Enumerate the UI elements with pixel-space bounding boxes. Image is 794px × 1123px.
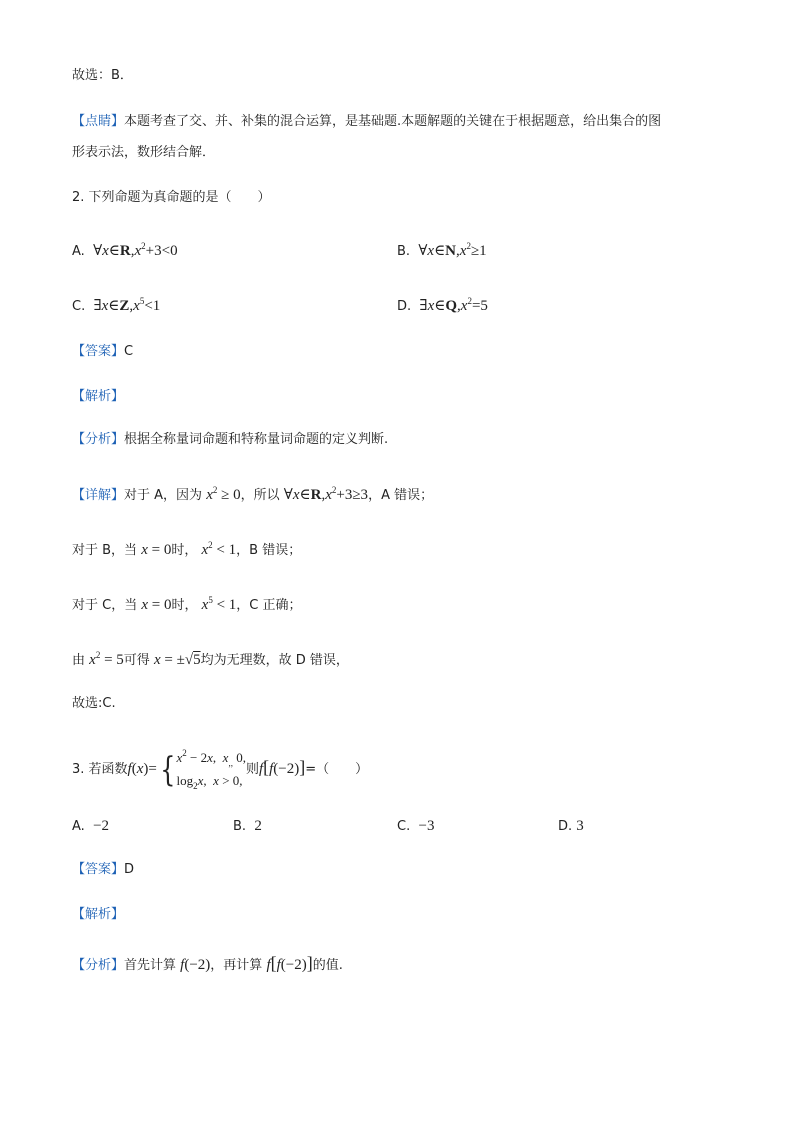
detail-text: 由 (72, 653, 86, 668)
math-f-f-neg2: f[f(−2)] (266, 953, 313, 973)
math-x2-lt-1: $x^2 < 1$ (201, 540, 237, 558)
option-label: A. (72, 244, 85, 259)
q3-stem-text: 则 (245, 762, 259, 777)
exponent: 2 (141, 241, 146, 251)
math-x2-eq-5: $x^2 = 5$ (89, 650, 124, 668)
expr-tail: <1 (144, 298, 161, 314)
exponent: 2 (466, 241, 471, 251)
q2-option-b (397, 236, 487, 262)
math-x2-ge-0: $x^2 \ge 0$ (206, 485, 241, 503)
detail-tag: 【详解】 (72, 488, 125, 503)
answer-tag: 【答案】 (72, 862, 125, 877)
math-x-eq-0: x = 0 (141, 542, 172, 558)
q3-analyze (72, 953, 343, 976)
analyze-text: ，再计算 (210, 958, 263, 973)
analyze-tag: 【分析】 (72, 432, 125, 447)
option-label: D. (558, 819, 573, 834)
q3-option-d (558, 816, 584, 837)
detail-text: 对于 B，当 (72, 543, 138, 558)
q2-detail-a (72, 480, 433, 506)
q3-stem-text: =（ ） (305, 762, 369, 777)
expr-tail: +3<0 (145, 243, 178, 259)
q3-analysis-heading (72, 905, 124, 925)
option-label: C. (72, 299, 86, 314)
exponent: 2 (467, 296, 472, 306)
comment-line-2: 形表示法，数形结合解． (72, 145, 216, 160)
detail-text: ，A 错误； (368, 488, 434, 503)
q2-stem: 2. 下列命题为真命题的是（ ） (72, 190, 271, 205)
quantifier: ∀ (418, 243, 428, 259)
option-label: B. (397, 244, 411, 259)
answer-value: D (124, 862, 135, 877)
option-label: D. (397, 299, 412, 314)
math-x-pm-sqrt5: x = ±√5 (153, 652, 201, 668)
math-x-eq-0: x = 0 (141, 597, 172, 613)
q2-detail-b (72, 535, 301, 561)
analyze-tag: 【分析】 (72, 958, 125, 973)
option-value: −2 (93, 818, 110, 834)
q3-answer (72, 860, 134, 880)
detail-text: 时， (171, 598, 198, 613)
comma: , (129, 298, 134, 314)
detail-text: 可得 (123, 653, 150, 668)
detail-text: 时， (171, 543, 198, 558)
q3-option-b (233, 816, 262, 837)
exponent: 5 (139, 296, 145, 306)
expr-tail: =5 (471, 298, 488, 314)
comma: , (130, 243, 135, 259)
q2-detail-c (72, 590, 302, 616)
option-label: B. (233, 819, 247, 834)
quantifier: ∃ (93, 298, 102, 314)
var: x (134, 243, 142, 259)
set-symbol: R (119, 243, 131, 259)
option-value: −3 (418, 818, 435, 834)
comment-tag: 【点睛】 (72, 114, 125, 129)
analyze-text: 根据全称量词命题和特称量词命题的定义判断. (124, 432, 389, 447)
analyze-text: 首先计算 (124, 958, 177, 973)
set-symbol: Q (445, 298, 458, 314)
detail-text: ，C 正确； (236, 598, 302, 613)
math-f-f-neg2: f[f(−2)] (258, 757, 306, 777)
detail-text: 均为无理数，故 D 错误， (200, 653, 349, 668)
q3-option-a (72, 816, 109, 837)
set-symbol: Z (119, 298, 130, 314)
comment-line-1 (72, 112, 661, 132)
math-f-neg2: f(−2) (180, 957, 211, 973)
q2-conclusion: 故选:C. (72, 696, 116, 711)
q3-option-c (397, 816, 434, 837)
quantifier: ∃ (419, 298, 428, 314)
q2-option-c (72, 291, 160, 317)
in-symbol: ∈ (108, 298, 120, 314)
analysis-tag: 【解析】 (72, 907, 125, 922)
q3-stem-text: 3. 若函数 (72, 762, 128, 777)
detail-text: ，所以 (240, 488, 280, 503)
q3-stem (72, 744, 368, 795)
q2-analysis-heading (72, 387, 124, 407)
q2-analyze (72, 430, 388, 450)
option-value: 3 (576, 818, 584, 834)
math-x5-lt-1: $x^5 < 1$ (201, 595, 237, 613)
comma: , (457, 298, 461, 314)
analysis-tag: 【解析】 (72, 389, 125, 404)
answer-tag: 【答案】 (72, 344, 125, 359)
in-symbol: ∈ (434, 243, 446, 259)
var: x (102, 243, 109, 259)
conclusion-q1: 故选：B． (72, 68, 133, 83)
in-symbol: ∈ (108, 243, 120, 259)
var: x (427, 243, 435, 259)
option-label: C. (397, 819, 411, 834)
in-symbol: ∈ (434, 298, 446, 314)
comma: , (456, 243, 460, 259)
q2-option-a (72, 236, 178, 262)
var: x (101, 298, 109, 314)
piecewise-definition: { $x^2 - 2x$, $x_{,,}$ 0, $\log_2x$, x > 0, (160, 748, 246, 791)
option-label: A. (72, 819, 85, 834)
var: x (459, 243, 467, 259)
set-symbol: N (445, 243, 457, 259)
math-forall-r: $\forall x\in R,x^2+3\ge 3$ (283, 485, 369, 503)
q2-answer (72, 342, 133, 362)
detail-text: ，B 错误； (236, 543, 302, 558)
analyze-text: 的值. (312, 958, 343, 973)
var: x (460, 298, 468, 314)
answer-value: C (124, 344, 134, 359)
q2-option-d (397, 291, 488, 317)
var: x (427, 298, 435, 314)
q2-detail-d (72, 645, 349, 671)
option-value: 2 (254, 818, 262, 834)
quantifier: ∀ (93, 243, 103, 259)
comment-text-1: 本题考查了交、并、补集的混合运算，是基础题.本题解题的关键在于根据题意，给出集合的图 (124, 114, 662, 129)
detail-text: 对于 C，当 (72, 598, 138, 613)
expr-tail: ≥1 (470, 243, 487, 259)
math-f-of-x: f(x)= (127, 761, 157, 777)
var: x (133, 298, 140, 314)
detail-text: 对于 A，因为 (124, 488, 203, 503)
